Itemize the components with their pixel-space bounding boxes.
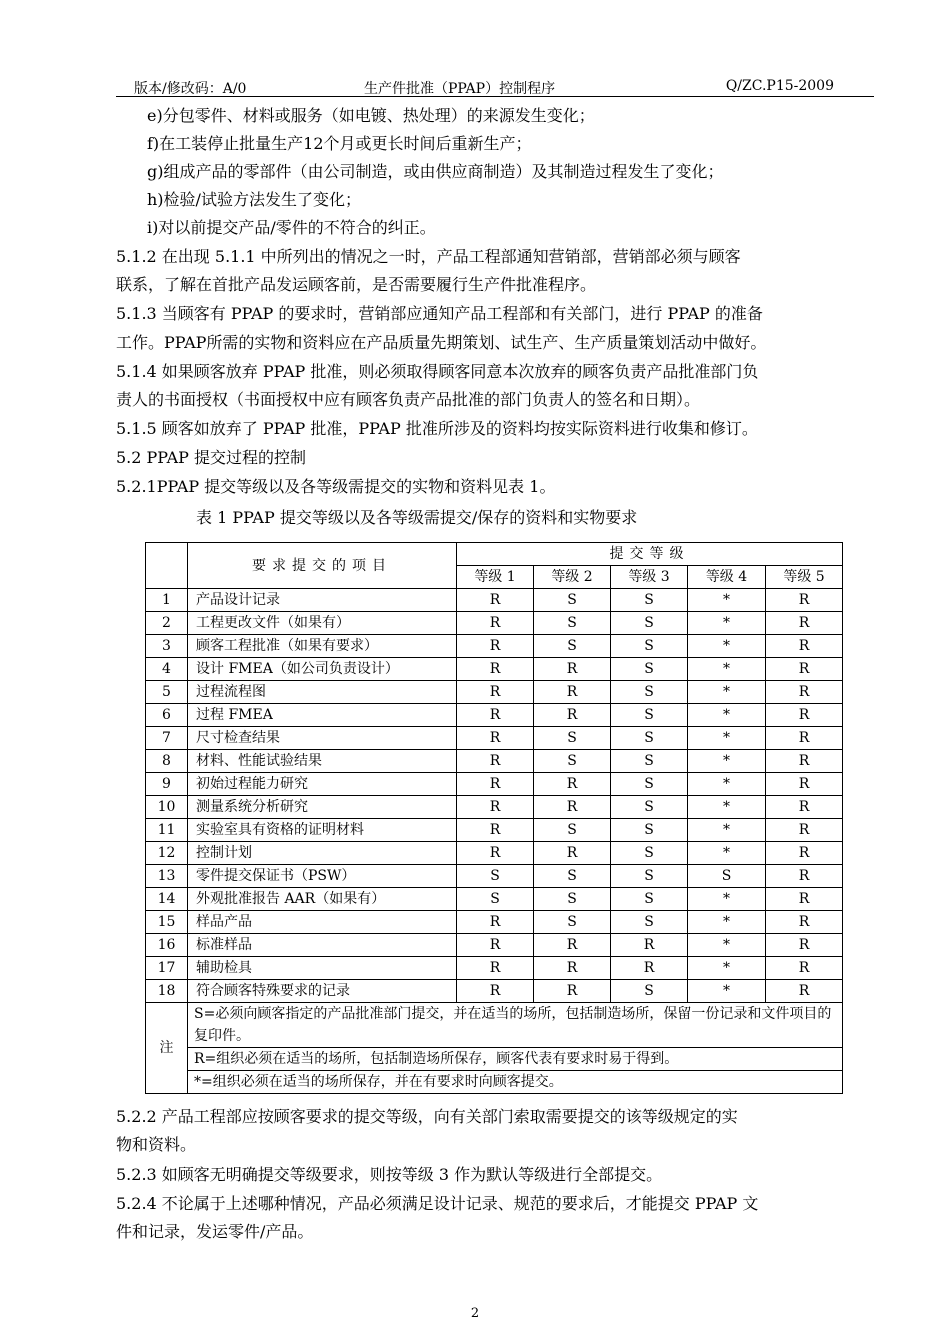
- level-cell: R: [766, 658, 843, 681]
- note-row: [146, 1071, 843, 1094]
- level-cell: R: [766, 819, 843, 842]
- table-row: [146, 911, 843, 934]
- level-cell: R: [766, 934, 843, 957]
- note-row: [146, 1003, 843, 1048]
- level-cell: R: [457, 681, 534, 704]
- level-cell: R: [457, 842, 534, 865]
- table-row: [146, 957, 843, 980]
- table-row: [146, 796, 843, 819]
- section-heading: 5.2 PPAP 提交过程的控制: [116, 448, 307, 467]
- row-item: 测量系统分析研究: [188, 796, 457, 819]
- level-cell: R: [534, 658, 611, 681]
- row-item: 标准样品: [188, 934, 457, 957]
- paragraph-line: 5.1.2 在出现 5.1.1 中所列出的情况之一时，产品工程部通知营销部，营销部必须与顾客: [116, 247, 741, 266]
- row-number: 3: [146, 635, 188, 658]
- level-cell: R: [766, 635, 843, 658]
- table-row: [146, 980, 843, 1003]
- note-text: R=组织必须在适当的场所，包括制造场所保存，顾客代表有要求时易于得到。: [188, 1048, 843, 1071]
- paragraph-line: 5.1.4 如果顾客放弃 PPAP 批准，则必须取得顾客同意本次放弃的顾客负责产品批准部门负: [116, 362, 759, 381]
- row-item: 辅助检具: [188, 957, 457, 980]
- header-blank: [146, 543, 188, 589]
- row-item: 过程流程图: [188, 681, 457, 704]
- level-cell: R: [534, 957, 611, 980]
- level-cell: S: [611, 681, 688, 704]
- level-cell: S: [611, 980, 688, 1003]
- paragraph-line: 5.2.2 产品工程部应按顾客要求的提交等级，向有关部门索取需要提交的该等级规定的实: [116, 1107, 738, 1126]
- row-number: 2: [146, 612, 188, 635]
- level-cell: R: [766, 796, 843, 819]
- row-number: 8: [146, 750, 188, 773]
- row-number: 10: [146, 796, 188, 819]
- header-title: 生产件批准（PPAP）控制程序: [364, 81, 556, 97]
- level-cell: S: [534, 589, 611, 612]
- row-number: 15: [146, 911, 188, 934]
- level-cell: S: [534, 888, 611, 911]
- level-cell: R: [534, 980, 611, 1003]
- level-cell: S: [534, 911, 611, 934]
- level-header: 等级 5: [766, 566, 843, 589]
- paragraph-line: 5.2.3 如顾客无明确提交等级要求，则按等级 3 作为默认等级进行全部提交。: [116, 1165, 663, 1184]
- level-header: 等级 4: [688, 566, 766, 589]
- paragraph-line: 联系，了解在首批产品发运顾客前，是否需要履行生产件批准程序。: [116, 275, 597, 294]
- paragraph-line: 责人的书面授权（书面授权中应有顾客负责产品批准的部门负责人的签名和日期）。: [116, 390, 701, 409]
- level-cell: R: [534, 796, 611, 819]
- level-cell: S: [534, 727, 611, 750]
- level-cell: R: [457, 750, 534, 773]
- level-cell: R: [611, 957, 688, 980]
- level-header: 等级 3: [611, 566, 688, 589]
- note-row: [146, 1048, 843, 1071]
- level-cell: R: [457, 589, 534, 612]
- row-item: 顾客工程批准（如果有要求）: [188, 635, 457, 658]
- row-number: 14: [146, 888, 188, 911]
- row-item: 符合顾客特殊要求的记录: [188, 980, 457, 1003]
- level-cell: *: [688, 612, 766, 635]
- header-code: Q/ZC.P15-2009: [725, 78, 834, 94]
- level-cell: R: [457, 727, 534, 750]
- level-cell: R: [534, 934, 611, 957]
- level-cell: *: [688, 819, 766, 842]
- paragraph-line: 工作。PPAP所需的实物和资料应在产品质量先期策划、试生产、生产质量策划活动中做好。: [116, 333, 767, 352]
- level-cell: R: [457, 704, 534, 727]
- level-cell: R: [766, 727, 843, 750]
- table-row: [146, 612, 843, 635]
- row-item: 样品产品: [188, 911, 457, 934]
- level-cell: *: [688, 796, 766, 819]
- level-cell: S: [534, 750, 611, 773]
- row-number: 13: [146, 865, 188, 888]
- table-row: [146, 934, 843, 957]
- paragraph-line: 5.2.4 不论属于上述哪种情况，产品必须满足设计记录、规范的要求后，才能提交 PPAP 文: [116, 1194, 759, 1213]
- level-cell: R: [534, 842, 611, 865]
- table-caption: 表 1 PPAP 提交等级以及各等级需提交/保存的资料和实物要求: [196, 508, 638, 527]
- level-cell: *: [688, 635, 766, 658]
- row-item: 控制计划: [188, 842, 457, 865]
- table-row: [146, 865, 843, 888]
- row-item: 设计 FMEA（如公司负责设计）: [188, 658, 457, 681]
- table-row: [146, 888, 843, 911]
- list-item: h)检验/试验方法发生了变化；: [147, 190, 361, 209]
- level-cell: R: [766, 842, 843, 865]
- row-number: 11: [146, 819, 188, 842]
- paragraph-line: 5.1.3 当顾客有 PPAP 的要求时，营销部应通知产品工程部和有关部门，进行 PPAP 的准备: [116, 304, 763, 323]
- ppap-table: [145, 542, 843, 1094]
- row-number: 1: [146, 589, 188, 612]
- level-cell: R: [457, 773, 534, 796]
- row-number: 17: [146, 957, 188, 980]
- level-cell: S: [611, 658, 688, 681]
- row-number: 7: [146, 727, 188, 750]
- level-cell: R: [457, 934, 534, 957]
- row-number: 16: [146, 934, 188, 957]
- row-number: 18: [146, 980, 188, 1003]
- table-row: [146, 635, 843, 658]
- level-cell: S: [611, 750, 688, 773]
- level-cell: S: [534, 819, 611, 842]
- level-cell: *: [688, 681, 766, 704]
- page-number: 2: [470, 1306, 480, 1321]
- level-cell: S: [611, 612, 688, 635]
- table-row: [146, 773, 843, 796]
- level-cell: R: [457, 819, 534, 842]
- level-cell: *: [688, 658, 766, 681]
- row-item: 产品设计记录: [188, 589, 457, 612]
- row-item: 材料、性能试验结果: [188, 750, 457, 773]
- level-cell: R: [534, 773, 611, 796]
- list-item: e)分包零件、材料或服务（如电镀、热处理）的来源发生变化；: [147, 106, 595, 125]
- level-cell: R: [766, 957, 843, 980]
- level-cell: *: [688, 934, 766, 957]
- level-cell: *: [688, 589, 766, 612]
- paragraph-line: 5.1.5 顾客如放弃了 PPAP 批准，PPAP 批准所涉及的资料均按实际资料进行收集和修订。: [116, 419, 758, 438]
- note-text: S=必须向顾客指定的产品批准部门提交，并在适当的场所，包括制造场所，保留一份记录和文件项目的复印件。: [188, 1003, 843, 1048]
- level-cell: *: [688, 704, 766, 727]
- level-cell: *: [688, 911, 766, 934]
- table-row: [146, 727, 843, 750]
- level-cell: R: [766, 750, 843, 773]
- row-number: 9: [146, 773, 188, 796]
- level-cell: S: [611, 635, 688, 658]
- level-cell: R: [766, 612, 843, 635]
- table-row: [146, 704, 843, 727]
- level-cell: S: [611, 589, 688, 612]
- level-cell: R: [611, 934, 688, 957]
- level-header: 等级 1: [457, 566, 534, 589]
- table-row: [146, 819, 843, 842]
- level-cell: S: [457, 888, 534, 911]
- level-cell: R: [534, 681, 611, 704]
- level-cell: R: [457, 658, 534, 681]
- row-number: 6: [146, 704, 188, 727]
- level-cell: R: [766, 681, 843, 704]
- table-row: [146, 589, 843, 612]
- page-header: [116, 74, 874, 97]
- level-cell: S: [534, 635, 611, 658]
- level-cell: R: [766, 589, 843, 612]
- level-cell: R: [457, 911, 534, 934]
- level-cell: *: [688, 842, 766, 865]
- level-cell: *: [688, 750, 766, 773]
- paragraph-line: 物和资料。: [116, 1135, 197, 1154]
- level-cell: S: [611, 819, 688, 842]
- level-cell: R: [766, 773, 843, 796]
- row-item: 尺寸检查结果: [188, 727, 457, 750]
- level-cell: R: [457, 980, 534, 1003]
- level-cell: S: [611, 704, 688, 727]
- table-header-row: [146, 543, 843, 566]
- level-cell: R: [766, 704, 843, 727]
- level-cell: S: [611, 888, 688, 911]
- level-cell: *: [688, 727, 766, 750]
- level-cell: S: [611, 796, 688, 819]
- level-cell: S: [534, 865, 611, 888]
- list-item: g)组成产品的零部件（由公司制造，或由供应商制造）及其制造过程发生了变化；: [147, 162, 724, 181]
- level-cell: S: [611, 911, 688, 934]
- level-cell: S: [611, 865, 688, 888]
- level-cell: S: [457, 865, 534, 888]
- row-number: 12: [146, 842, 188, 865]
- level-cell: R: [457, 635, 534, 658]
- level-cell: *: [688, 980, 766, 1003]
- table-row: [146, 681, 843, 704]
- level-cell: S: [534, 612, 611, 635]
- table-row: [146, 842, 843, 865]
- row-item: 实验室具有资格的证明材料: [188, 819, 457, 842]
- level-cell: *: [688, 957, 766, 980]
- row-number: 5: [146, 681, 188, 704]
- list-item: f)在工装停止批量生产12个月或更长时间后重新生产；: [147, 134, 532, 153]
- level-cell: R: [766, 888, 843, 911]
- header-item: 要求提交的项目: [188, 543, 457, 589]
- level-header: 等级 2: [534, 566, 611, 589]
- header-version: 版本/修改码：A/0: [134, 81, 247, 97]
- row-item: 工程更改文件（如果有）: [188, 612, 457, 635]
- row-number: 4: [146, 658, 188, 681]
- level-cell: R: [534, 704, 611, 727]
- paragraph-line: 5.2.1PPAP 提交等级以及各等级需提交的实物和资料见表 1。: [116, 477, 556, 496]
- row-item: 外观批准报告 AAR（如果有）: [188, 888, 457, 911]
- row-item: 零件提交保证书（PSW）: [188, 865, 457, 888]
- level-cell: R: [766, 911, 843, 934]
- paragraph-line: 件和记录，发运零件/产品。: [116, 1222, 314, 1241]
- table-row: [146, 658, 843, 681]
- level-cell: R: [457, 957, 534, 980]
- level-cell: *: [688, 773, 766, 796]
- row-item: 初始过程能力研究: [188, 773, 457, 796]
- level-cell: S: [688, 865, 766, 888]
- level-cell: R: [766, 980, 843, 1003]
- level-cell: S: [611, 773, 688, 796]
- level-cell: S: [611, 727, 688, 750]
- level-cell: R: [766, 865, 843, 888]
- note-text: *=组织必须在适当的场所保存，并在有要求时向顾客提交。: [188, 1071, 843, 1094]
- table-row: [146, 750, 843, 773]
- list-item: i)对以前提交产品/零件的不符合的纠正。: [147, 218, 436, 237]
- level-cell: R: [457, 796, 534, 819]
- level-cell: R: [457, 612, 534, 635]
- header-levels: 提交等级: [457, 543, 843, 566]
- row-item: 过程 FMEA: [188, 704, 457, 727]
- note-label: 注: [146, 1003, 188, 1094]
- level-cell: *: [688, 888, 766, 911]
- level-cell: S: [611, 842, 688, 865]
